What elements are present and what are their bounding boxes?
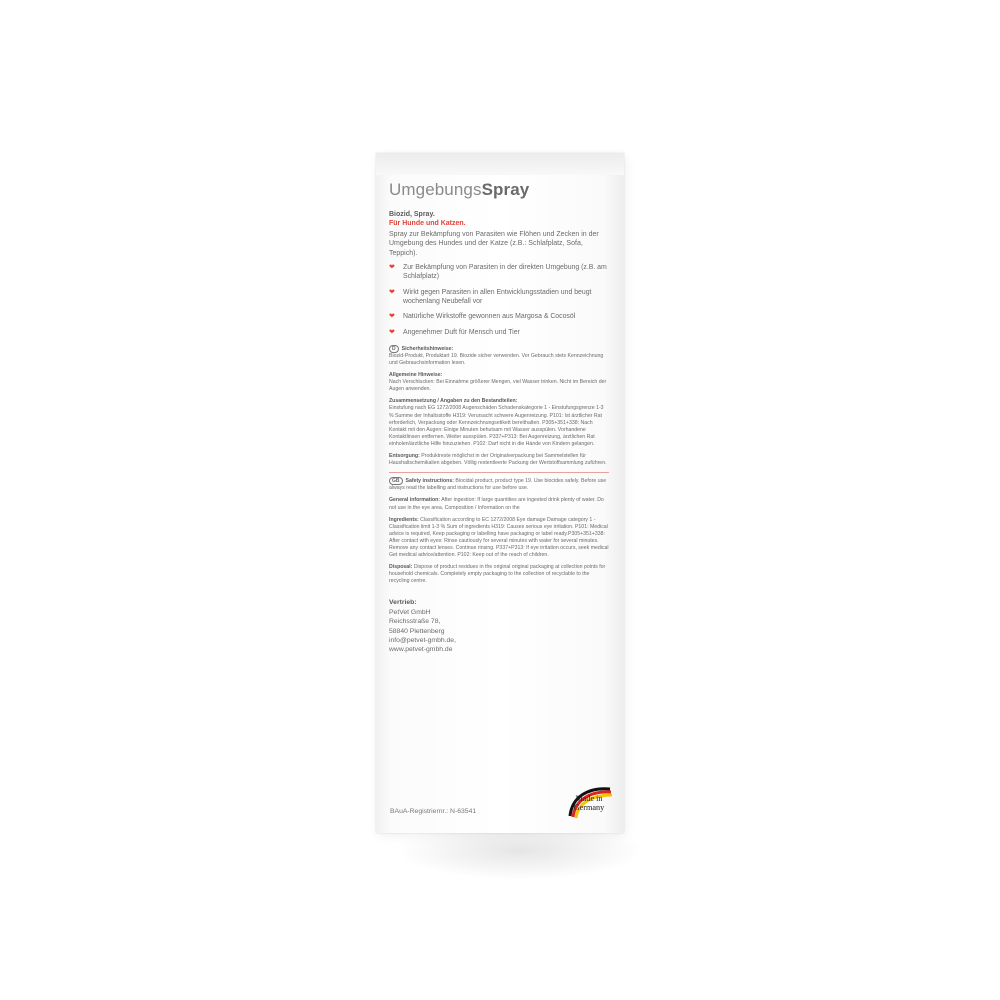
title-bold: Spray <box>481 180 530 199</box>
section-divider <box>389 472 609 473</box>
composition-heading-de: Zusammensetzung / Angaben zu den Bestandteilen: <box>389 398 518 405</box>
general-heading-de: Allgemeine Hinweise: <box>389 372 443 379</box>
list-item <box>389 328 609 337</box>
heart-icon: ❤ <box>389 264 395 272</box>
ingredients-heading-en: Ingredients: <box>389 516 419 523</box>
benefit-text: Wirkt gegen Parasiten in allen Entwicklungsstadien und beugt wochenlang Neubefall vor <box>403 288 592 305</box>
disposal-text-en: Dispose of product residues in the original original packaging at collection points for household chemicals. Completely empty packaging to the collection of recyclable to the recycling centre. <box>389 564 606 585</box>
product-title <box>389 180 609 200</box>
benefit-text: Natürliche Wirkstoffe gewonnen aus Margosa & Cocosöl <box>403 313 576 321</box>
target-line: Für Hunde und Katzen. <box>389 220 466 228</box>
badge-line-1: Made in <box>575 794 603 803</box>
disposal-heading-en: Disposal: <box>389 564 413 571</box>
distributor-line: PetVet GmbH <box>389 608 431 616</box>
distributor-heading: Vertrieb: <box>389 599 417 607</box>
list-item <box>389 312 609 321</box>
list-item <box>389 263 609 282</box>
title-light: Umgebungs <box>389 180 482 199</box>
german-section <box>389 345 609 467</box>
ingredients-text-en: Classification according to EC 1272/2008 Eye damage Damage category 1 - Classification limit 1-3 % Sum of ingredients H319: Causes serious eye irritation. P101: Medical advice is required, Keep packaging or labelling have packaging or label ready.P305+351+338: After contact with eyes: Rinse cautiously for several minutes with water for several minutes. Remove any contact lenses. Continue rinsing. P337+P313: If eye irritation occurs, seek medical Get medical advice/attention. P102: Keep out of the reach of children. <box>389 516 609 559</box>
type-line: Biozid, Spray. <box>389 211 435 218</box>
general-heading-en: General information: <box>389 497 441 504</box>
country-badge-gb: GB <box>389 477 403 485</box>
description: Spray zur Bekämpfung von Parasiten wie Flöhen und Zecken in der Umgebung des Hundes und der Katze (z.B.: Schlafplatz, Sofa, Teppich). <box>389 230 599 257</box>
benefit-text: Zur Bekämpfung von Parasiten in der direkten Umgebung (z.B. am Schlafplatz) <box>403 264 607 281</box>
registration-number: BAuA-Registriernr.: N-63541 <box>390 808 477 815</box>
made-in-germany-badge <box>559 794 619 812</box>
distributor-line: www.petvet-gmbh.de <box>389 646 453 654</box>
distributor-line: Reichsstraße 78, <box>389 618 441 626</box>
general-text-en: After ingestion: If large quantities are ingested drink plenty of water. Do not use in the eye area. Composition / Information on the <box>389 497 604 511</box>
composition-text-de: Einstufung nach EG 1272/2008 Augenschäden Schadenskategorie 1 - Einstufungsgrenze 1-3 % Summe der Inhaltsstoffe H319: Verursacht schwere Augenreizung. P101: Ist ärztlicher Rat erforderlich, Verpackung oder Kennzeichnungsetikett bereithalten. P305+351+338: Nach Kontakt mit den Augen: Einige Minuten behutsam mit Wasser ausspülen. Vorhandene Kontaktlinsen entfernen. Weiter ausspülen. P337+P313: Bei Augenreizung, ärztlichen Rat einholen/ärztliche Hilfe hinzuziehen. P102: Darf nicht in die Hände von Kindern gelangen. <box>389 405 604 447</box>
distributor-block <box>389 598 609 654</box>
general-text-de: Nach Verschlucken: Bei Einnahme größerer Mengen, viel Wasser trinken. Nicht im Bereich der Augen anwenden. <box>389 379 607 393</box>
heart-icon: ❤ <box>389 313 395 321</box>
english-section <box>389 477 609 585</box>
badge-line-2: Germany <box>573 803 605 812</box>
safety-text-de: Biozid-Produkt, Produktart 19. Biozide sicher verwenden. Vor Gebrauch stets Kennzeichnung und Gebrauchsinformation lesen. <box>389 352 604 366</box>
safety-heading-en: Safety instructions: <box>405 478 454 485</box>
country-badge-de: D <box>389 345 399 353</box>
benefit-text: Angenehmer Duft für Mensch und Tier <box>403 328 520 336</box>
disposal-heading-de: Entsorgung: <box>389 453 420 460</box>
safety-heading-de: Sicherheitshinweise: <box>401 345 454 352</box>
box-top-flap <box>376 153 624 175</box>
heart-icon: ❤ <box>389 328 395 336</box>
distributor-line: info@petvet-gmbh.de, <box>389 637 456 645</box>
list-item <box>389 288 609 307</box>
box-label <box>389 180 609 655</box>
benefit-list <box>389 263 609 337</box>
disposal-text-de: Produktreste möglichst in der Originalverpackung bei Sammelstellen für Haushaltschemikalien abgeben. Völlig restentleerte Packung der Wertstoffsammlung zuführen. <box>389 453 607 467</box>
product-box <box>376 153 624 833</box>
heart-icon: ❤ <box>389 288 395 296</box>
distributor-line: 58840 Plettenberg <box>389 627 445 635</box>
safety-text-en: Biocidal product, product type 19. Use biocides safely. Before use always read the labelling and instructions for use before use. <box>389 478 607 492</box>
